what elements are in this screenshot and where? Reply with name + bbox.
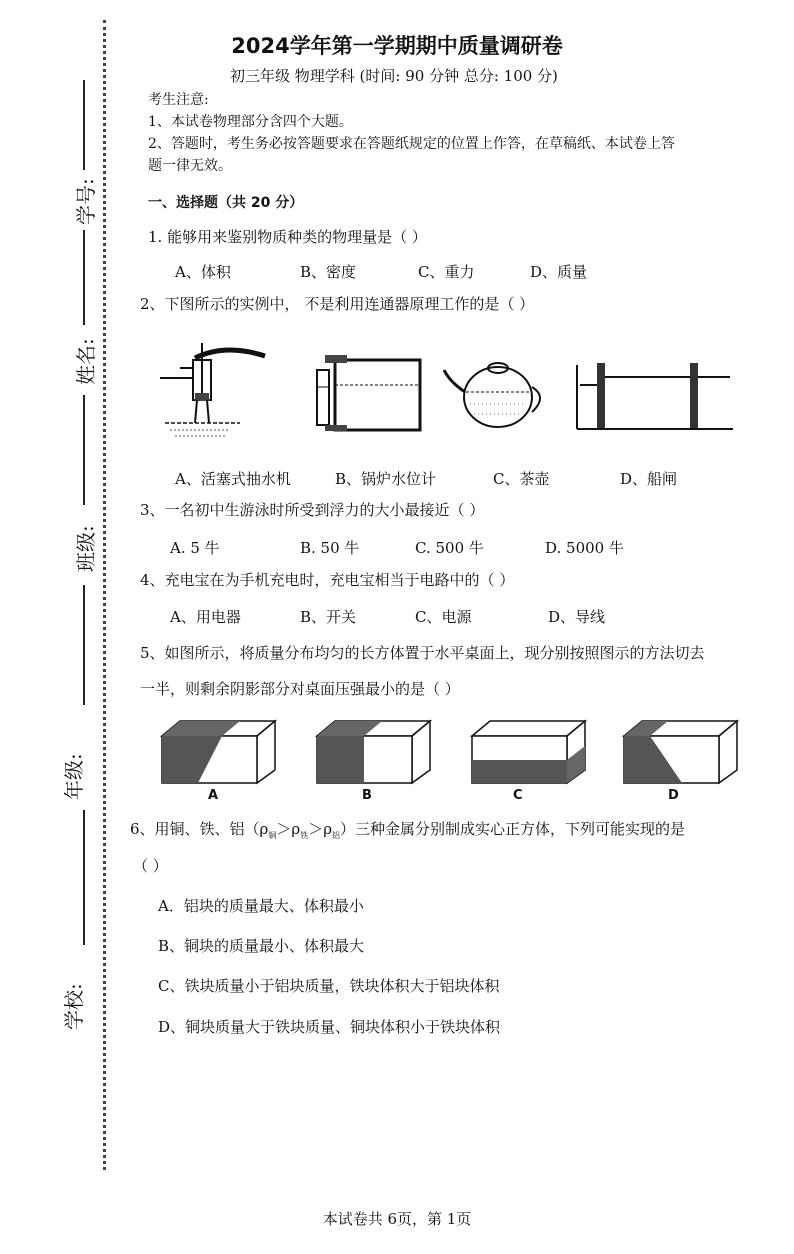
- q2-option-b: B、锅炉水位计: [335, 470, 437, 488]
- grade-label: 年级:: [62, 753, 86, 800]
- class-line: [83, 585, 85, 705]
- student-no-label: 学号:: [74, 178, 98, 225]
- ship-lock-figure: [575, 355, 735, 435]
- q5-stem: 5、如图所示，将质量分布均匀的长方体置于水平桌面上，现分别按照图示的方法切去: [140, 644, 705, 662]
- q4-option-b: B、开关: [300, 608, 357, 626]
- block-d-figure: [622, 718, 742, 786]
- q6-sub-al: 铝: [332, 831, 341, 840]
- name-label: 姓名:: [74, 338, 98, 385]
- q6-answer-paren: （ ）: [133, 857, 168, 875]
- page-footer: 本试卷共 6页，第 1页: [322, 1210, 472, 1228]
- notice-heading: 考生注意:: [148, 92, 209, 108]
- q5-label-b: B: [362, 788, 372, 803]
- q3-option-c: C. 500 牛: [415, 539, 484, 557]
- block-a-figure: [160, 718, 280, 786]
- q6-sub-cu: 铜: [268, 831, 277, 840]
- q5-label-c: C: [513, 788, 523, 803]
- q1-option-a: A、体积: [175, 263, 231, 281]
- q6-stem: [130, 820, 685, 841]
- q4-option-d: D、导线: [548, 608, 606, 626]
- page-title: 2024学年第一学期期中质量调研卷: [231, 34, 563, 58]
- section-title: 一、选择题（共 20 分）: [148, 195, 304, 211]
- q6-option-a: A．铝块的质量最大、体积最小: [158, 897, 364, 915]
- q4-option-c: C、电源: [415, 608, 472, 626]
- q3-option-a: A. 5 牛: [170, 539, 220, 557]
- page-subtitle: 初三年级 物理学科 (时间: 90 分钟 总分: 100 分): [230, 67, 558, 85]
- q1-stem: 1. 能够用来鉴别物质种类的物理量是（ ）: [148, 228, 427, 246]
- q2-option-a: A、活塞式抽水机: [175, 470, 291, 488]
- q3-option-b: B. 50 牛: [300, 539, 360, 557]
- q6-option-c: C、铁块质量小于铝块质量，铁块体积大于铝块体积: [158, 977, 500, 995]
- q1-option-c: C、重力: [418, 263, 475, 281]
- q2-option-c: C、茶壶: [493, 470, 550, 488]
- q4-option-a: A、用电器: [170, 608, 241, 626]
- q4-stem: 4、充电宝在为手机充电时，充电宝相当于电路中的（ ）: [140, 571, 515, 589]
- q6-stem-pre: 6、用铜、铁、铝（ρ: [130, 820, 269, 838]
- name-line: [83, 230, 85, 325]
- block-b-figure: [315, 718, 435, 786]
- q3-option-d: D. 5000 牛: [545, 539, 624, 557]
- binding-margin: [0, 0, 120, 1254]
- boiler-gauge-figure: [305, 345, 425, 435]
- notice-item-2-cont: 题一律无效。: [148, 158, 232, 174]
- piston-pump-figure: [145, 338, 275, 443]
- grade-line: [83, 810, 85, 945]
- q6-option-d: D、铜块质量大于铁块质量、铜块体积小于铁块体积: [158, 1018, 501, 1036]
- notice-item-2: 2、答题时，考生务必按答题要求在答题纸规定的位置上作答，在草稿纸、本试卷上答: [148, 136, 675, 152]
- q6-gt-2: ＞ρ: [308, 820, 333, 838]
- block-c-figure: [470, 718, 590, 786]
- q6-sub-fe: 铁: [300, 831, 309, 840]
- notice-item-1: 1、本试卷物理部分含四个大题。: [148, 114, 353, 130]
- q6-option-b: B、铜块的质量最小、体积最大: [158, 937, 365, 955]
- name-line-lower: [83, 395, 85, 505]
- q5-stem-cont: 一半，则剩余阴影部分对桌面压强最小的是（ ）: [140, 680, 460, 698]
- school-label: 学校:: [62, 983, 86, 1030]
- q2-stem: 2、下图所示的实例中， 不是利用连通器原理工作的是（ ）: [140, 295, 535, 313]
- class-label: 班级:: [74, 525, 98, 572]
- cut-line: [103, 20, 106, 1170]
- q6-stem-post: ）三种金属分别制成实心正方体，下列可能实现的是: [340, 820, 686, 838]
- q5-label-d: D: [668, 788, 679, 803]
- q1-option-b: B、密度: [300, 263, 357, 281]
- q1-option-d: D、质量: [530, 263, 588, 281]
- q3-stem: 3、一名初中生游泳时所受到浮力的大小最接近（ ）: [140, 501, 485, 519]
- q2-option-d: D、船闸: [620, 470, 678, 488]
- q5-label-a: A: [208, 788, 219, 803]
- teapot-figure: [440, 352, 550, 437]
- q6-gt-1: ＞ρ: [276, 820, 301, 838]
- student-no-line: [83, 80, 85, 170]
